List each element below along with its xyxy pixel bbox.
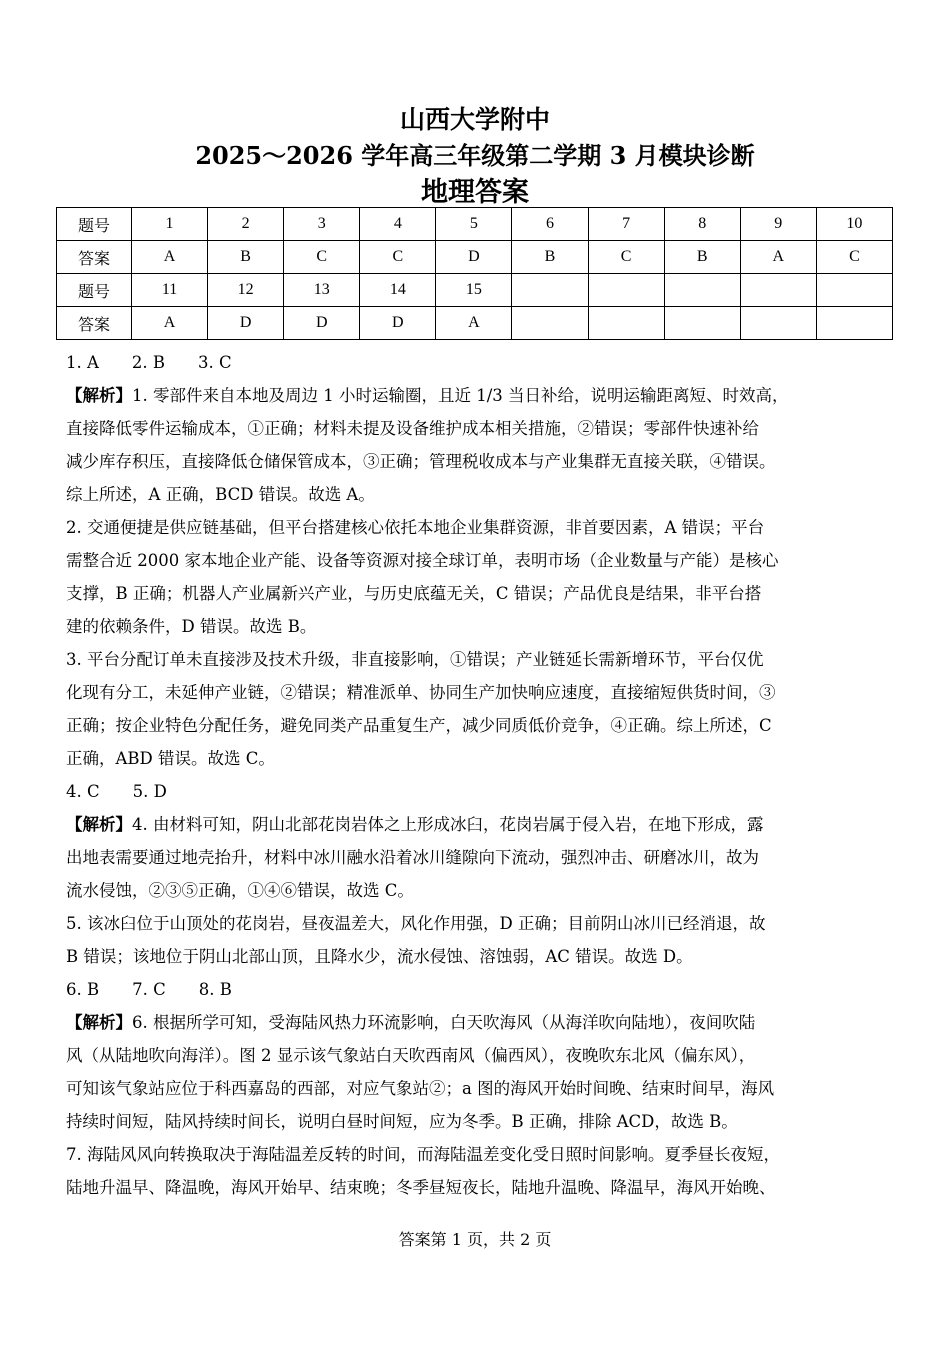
table-cell bbox=[816, 274, 892, 307]
table-row bbox=[57, 274, 893, 307]
text-line: 6. B 7. C 8. B bbox=[66, 980, 232, 999]
table-cell: A bbox=[132, 241, 208, 274]
text-line: 7. 海陆风风向转换取决于海陆温差反转的时间，而海陆温差变化受日照时间影响。夏季昼长夜短， bbox=[66, 1145, 780, 1164]
table-cell: 12 bbox=[208, 274, 284, 307]
table-cell: 5 bbox=[436, 208, 512, 241]
text-line: 持续时间短，陆风持续时间长，说明白昼时间短，应为冬季。B 正确，排除 ACD，故选 B。 bbox=[66, 1112, 738, 1131]
table-cell: 8 bbox=[664, 208, 740, 241]
table-cell: D bbox=[436, 241, 512, 274]
table-cell bbox=[512, 307, 588, 340]
explanation-body bbox=[66, 346, 890, 1204]
text-line: 可知该气象站应位于科西嘉岛的西部，对应气象站②；a 图的海风开始时间晚、结束时间早，海风 bbox=[66, 1079, 775, 1098]
table-cell: A bbox=[132, 307, 208, 340]
text-line: 【解析】4. 由材料可知，阴山北部花岗岩体之上形成冰臼，花岗岩属于侵入岩，在地下形成，露 bbox=[66, 815, 764, 834]
table-cell: 15 bbox=[436, 274, 512, 307]
row-label: 答案 bbox=[57, 241, 132, 274]
row-label: 题号 bbox=[57, 274, 132, 307]
text-line: 综上所述，A 正确，BCD 错误。故选 A。 bbox=[66, 485, 375, 504]
table-cell: B bbox=[512, 241, 588, 274]
table-cell bbox=[664, 307, 740, 340]
text-line: 【解析】6. 根据所学可知，受海陆风热力环流影响，白天吹海风（从海洋吹向陆地），夜间吹陆 bbox=[66, 1013, 756, 1032]
table-cell: 11 bbox=[132, 274, 208, 307]
table-cell bbox=[816, 307, 892, 340]
text-line: 风（从陆地吹向海洋）。图 2 显示该气象站白天吹西南风（偏西风），夜晚吹东北风（偏东风）， bbox=[66, 1046, 756, 1065]
text-line: 减少库存积压，直接降低仓储保管成本，③正确；管理税收成本与产业集群无直接关联，④错误。 bbox=[66, 452, 776, 471]
table-cell bbox=[588, 307, 664, 340]
table-row bbox=[57, 241, 893, 274]
text-line: 化现有分工，未延伸产业链，②错误；精准派单、协同生产加快响应速度，直接缩短供货时间，③ bbox=[66, 683, 776, 702]
table-cell: C bbox=[360, 241, 436, 274]
table-cell: A bbox=[740, 241, 816, 274]
text-line: 流水侵蚀，②③⑤正确，①④⑥错误，故选 C。 bbox=[66, 881, 414, 900]
text-line: 3. 平台分配订单未直接涉及技术升级，非直接影响，①错误；产业链延长需新增环节，平台仅优 bbox=[66, 650, 764, 669]
page-footer: 答案第 1 页，共 2 页 bbox=[398, 1230, 552, 1249]
table-cell: 6 bbox=[512, 208, 588, 241]
table-cell: 7 bbox=[588, 208, 664, 241]
text-line: 正确，ABD 错误。故选 C。 bbox=[66, 749, 275, 768]
table-cell: C bbox=[816, 241, 892, 274]
table-cell: 14 bbox=[360, 274, 436, 307]
school-name: 山西大学附中 bbox=[399, 105, 550, 134]
table-cell: C bbox=[588, 241, 664, 274]
table-cell bbox=[664, 274, 740, 307]
text-line: 4. C 5. D bbox=[66, 782, 167, 801]
text-line: B 错误；该地位于阴山北部山顶，且降水少，流水侵蚀、溶蚀弱，AC 错误。故选 D。 bbox=[66, 947, 693, 966]
table-cell: 4 bbox=[360, 208, 436, 241]
table-cell: 1 bbox=[132, 208, 208, 241]
table-cell: 13 bbox=[284, 274, 360, 307]
table-cell bbox=[588, 274, 664, 307]
text-line: 直接降低零件运输成本，①正确；材料未提及设备维护成本相关措施，②错误；零部件快速补给 bbox=[66, 419, 759, 438]
table-cell: 2 bbox=[208, 208, 284, 241]
table-cell: 10 bbox=[816, 208, 892, 241]
text-line: 陆地升温早、降温晚，海风开始早、结束晚；冬季昼短夜长，陆地升温晚、降温早，海风开始晚、 bbox=[66, 1178, 776, 1197]
table-cell: D bbox=[208, 307, 284, 340]
table-cell: C bbox=[284, 241, 360, 274]
table-cell: D bbox=[360, 307, 436, 340]
text-line: 1. A 2. B 3. C bbox=[66, 353, 232, 372]
table-cell: 9 bbox=[740, 208, 816, 241]
text-line: 出地表需要通过地壳抬升，材料中冰川融水沿着冰川缝隙向下流动，强烈冲击、研磨冰川，故为 bbox=[66, 848, 759, 867]
text-line: 支撑，B 正确；机器人产业属新兴产业，与历史底蕴无关，C 错误；产品优良是结果，非平台搭 bbox=[66, 584, 762, 603]
text-line: 【解析】1. 零部件来自本地及周边 1 小时运输圈，且近 1/3 当日补给，说明运输距离短、时效高， bbox=[66, 386, 789, 405]
table-row bbox=[57, 307, 893, 340]
answer-table bbox=[56, 207, 893, 340]
table-cell: D bbox=[284, 307, 360, 340]
table-cell: A bbox=[436, 307, 512, 340]
text-line: 5. 该冰臼位于山顶处的花岗岩，昼夜温差大，风化作用强，D 正确；目前阴山冰川已经消退，故 bbox=[66, 914, 766, 933]
table-cell: B bbox=[208, 241, 284, 274]
subject-title: 地理答案 bbox=[421, 177, 529, 208]
row-label: 答案 bbox=[57, 307, 132, 340]
table-cell bbox=[740, 274, 816, 307]
table-cell: B bbox=[664, 241, 740, 274]
exam-title: 2025～2026 学年高三年级第二学期 3 月模块诊断 bbox=[195, 141, 755, 170]
table-cell: 3 bbox=[284, 208, 360, 241]
text-line: 建的依赖条件，D 错误。故选 B。 bbox=[66, 617, 317, 636]
table-cell bbox=[740, 307, 816, 340]
table-row bbox=[57, 208, 893, 241]
text-line: 正确；按企业特色分配任务，避免同类产品重复生产，减少同质低价竞争，④正确。综上所述，C bbox=[66, 716, 772, 735]
table-cell bbox=[512, 274, 588, 307]
row-label: 题号 bbox=[57, 208, 132, 241]
text-line: 需整合近 2000 家本地企业产能、设备等资源对接全球订单，表明市场（企业数量与产能）是核心 bbox=[66, 551, 779, 570]
text-line: 2. 交通便捷是供应链基础，但平台搭建核心依托本地企业集群资源，非首要因素，A 错误；平台 bbox=[66, 518, 765, 537]
